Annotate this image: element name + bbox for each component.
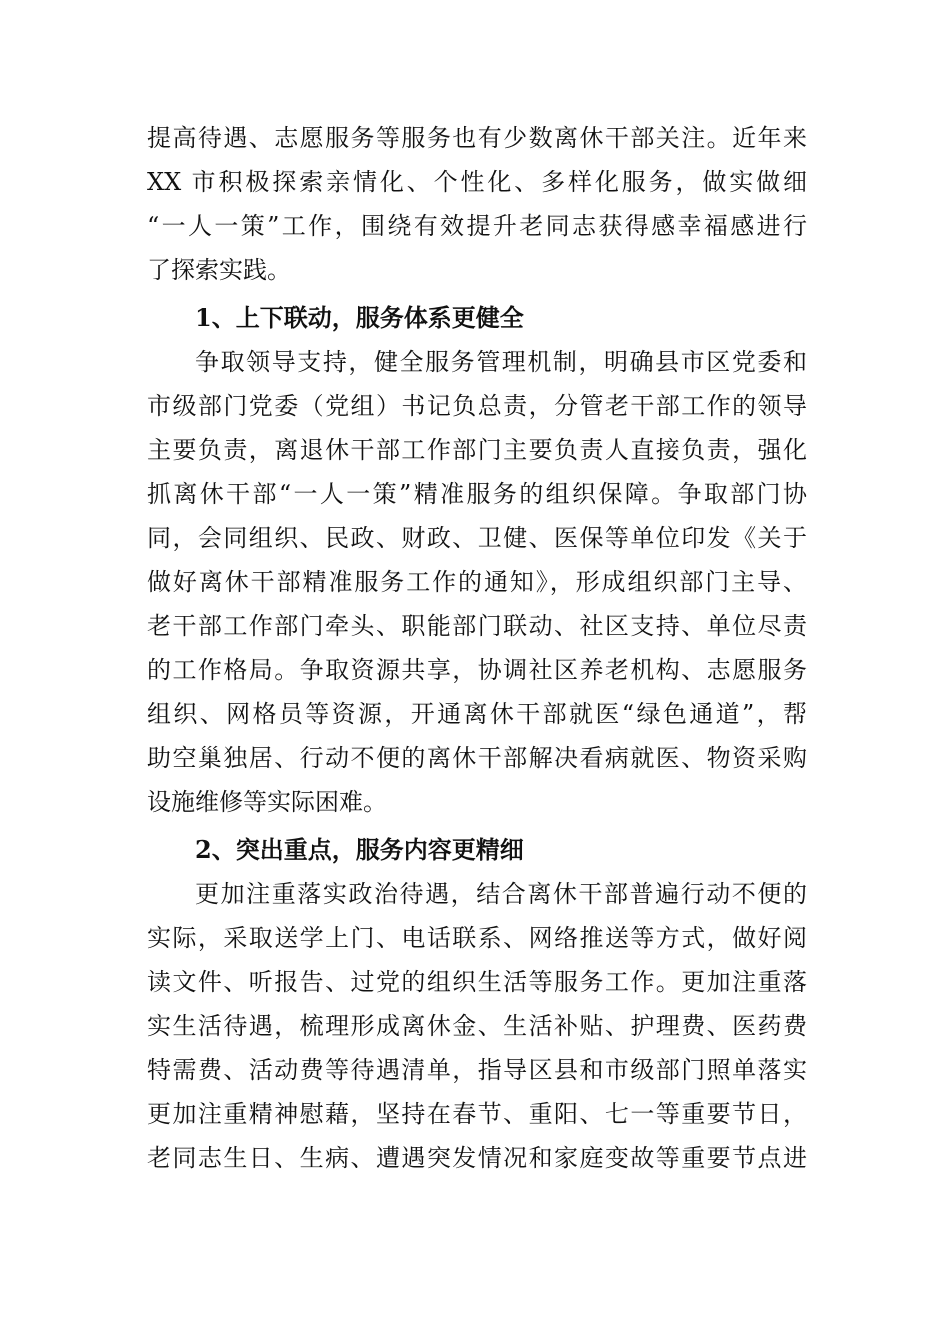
intro-line-4: 了探索实践。 [147, 256, 291, 284]
section-1-line-3: 主要负责，离退休干部工作部门主要负责人直接负责，强化 [147, 436, 807, 464]
section-2-line-3: 读文件、听报告、过党的组织生活等服务工作。更加注重落 [147, 968, 807, 996]
section-1-line-5: 同，会同组织、民政、财政、卫健、医保等单位印发《关于 [147, 524, 807, 552]
section-1-line-11: 设施维修等实际困难。 [147, 788, 387, 816]
section-1-line-10: 助空巢独居、行动不便的离休干部解决看病就医、物资采购 [147, 744, 807, 772]
section-1-line-8: 的工作格局。争取资源共享，协调社区养老机构、志愿服务 [147, 656, 807, 684]
intro-line-1: 提高待遇、志愿服务等服务也有少数离休干部关注。近年来 [147, 124, 807, 152]
section-2-line-6: 更加注重精神慰藉，坚持在春节、重阳、七一等重要节日， [147, 1100, 807, 1128]
section-1-line-2: 市级部门党委（党组）书记负总责，分管老干部工作的领导 [147, 392, 807, 420]
section-2-heading: 2、突出重点，服务内容更精细 [195, 835, 524, 864]
section-2-line-4: 实生活待遇，梳理形成离休金、生活补贴、护理费、医药费 [147, 1012, 807, 1040]
section-2-line-7: 老同志生日、生病、遭遇突发情况和家庭变故等重要节点进 [147, 1144, 807, 1172]
section-2-line-5: 特需费、活动费等待遇清单，指导区县和市级部门照单落实 [147, 1056, 807, 1084]
section-1-heading: 1、上下联动，服务体系更健全 [195, 303, 524, 332]
section-2-line-2: 实际，采取送学上门、电话联系、网络推送等方式，做好阅 [147, 924, 807, 952]
section-1-line-4: 抓离休干部“一人一策”精准服务的组织保障。争取部门协 [147, 480, 807, 508]
section-1-line-9: 组织、网格员等资源，开通离休干部就医“绿色通道”，帮 [147, 700, 807, 728]
intro-line-2: XX 市积极探索亲情化、个性化、多样化服务，做实做细 [147, 168, 807, 196]
section-2-line-1: 更加注重落实政治待遇，结合离休干部普遍行动不便的 [195, 880, 807, 908]
section-1-line-6: 做好离休干部精准服务工作的通知》，形成组织部门主导、 [147, 568, 807, 596]
section-1-line-7: 老干部工作部门牵头、职能部门联动、社区支持、单位尽责 [147, 612, 807, 640]
intro-line-3: “一人一策”工作，围绕有效提升老同志获得感幸福感进行 [147, 212, 807, 240]
section-1-line-1: 争取领导支持，健全服务管理机制，明确县市区党委和 [195, 348, 807, 376]
